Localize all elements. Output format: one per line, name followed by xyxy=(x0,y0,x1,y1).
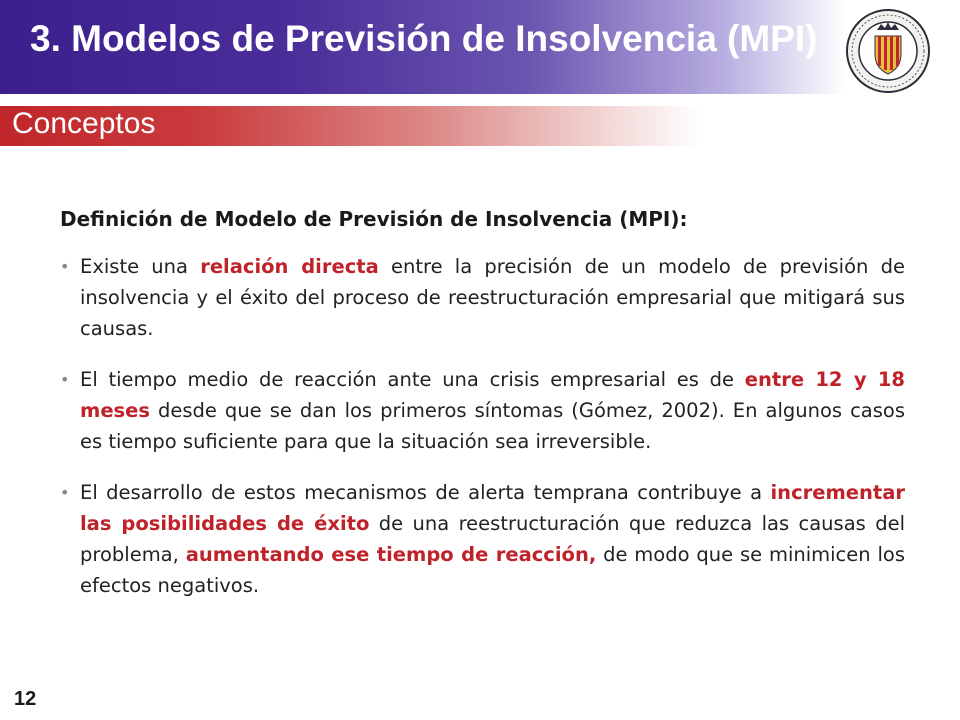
bullet-dot-icon: • xyxy=(60,257,70,276)
title-bar xyxy=(0,0,960,94)
university-seal-icon xyxy=(845,8,931,94)
bullet-2-emphasis: entre 12 y 18 meses xyxy=(80,368,905,422)
bullet-3-emphasis-2: aumentando ese tiempo de reacción, xyxy=(185,543,597,566)
bullet-dot-icon: • xyxy=(60,483,70,502)
bullet-item-1 xyxy=(60,251,905,344)
bullet-item-2 xyxy=(60,364,905,457)
section-band xyxy=(0,106,700,146)
bullet-3-text-2: de una reestructuración que reduzca las causas del problema, xyxy=(80,512,905,566)
bullet-dot-icon: • xyxy=(60,370,70,389)
bullet-2-text-2: desde que se dan los primeros síntomas (Gómez, 2002). En algunos casos es tiempo suficiente para que la situación sea irreversible. xyxy=(80,399,905,453)
bullet-3-emphasis-1: incrementar las posibilidades de éxito xyxy=(80,481,905,535)
bullet-3-text-3: de modo que se minimicen los efectos negativos. xyxy=(80,543,905,597)
bullet-2-text-1: El tiempo medio de reacción ante una crisis empresarial es de xyxy=(80,368,745,391)
bullet-1-emphasis: relación directa xyxy=(200,255,379,278)
page-number: 12 xyxy=(14,688,37,710)
slide-title: 3. Modelos de Previsión de Insolvencia (MPI) xyxy=(30,18,818,59)
bullet-1-text-1: Existe una xyxy=(80,255,201,278)
bullet-1-text-2: entre la precisión de un modelo de previsión de insolvencia y el éxito del proceso de reestructuración empresarial que mitigará sus causas. xyxy=(80,255,905,340)
section-title: Conceptos xyxy=(12,107,156,140)
bullet-3-text-1: El desarrollo de estos mecanismos de alerta temprana contribuye a xyxy=(80,481,771,504)
bullet-item-3 xyxy=(60,477,905,601)
definition-heading: Definición de Modelo de Previsión de Insolvencia (MPI): xyxy=(60,207,688,231)
content-area xyxy=(60,207,905,621)
